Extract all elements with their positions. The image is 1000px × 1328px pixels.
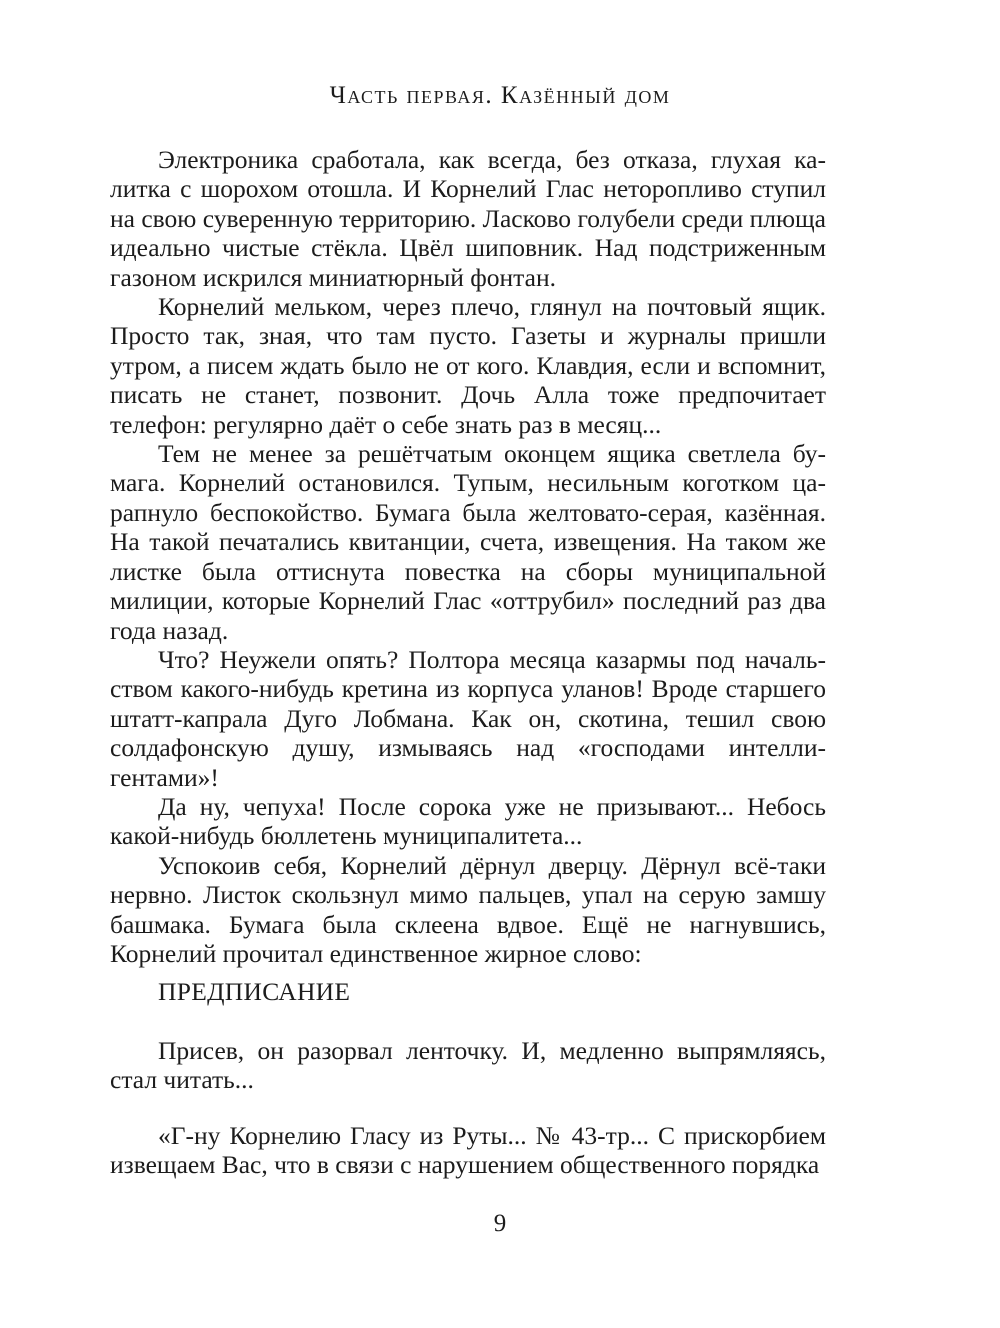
paragraph: Что? Неужели опять? Полтора месяца казармы под начальством какого-нибудь кретина из корпуса уланов! Вроде старшего штатт-капрала Дуго Лобмана. Как он, скотина, тешил свою солдафонскую душу, измываясь над «господами интеллигентами»!	[110, 644, 826, 792]
document-heading-block	[110, 977, 826, 1006]
paragraph: Электроника сработала, как всегда, без отказа, глухая калитка с шорохом отошла. И Корнелий Глас неторопливо ступил на свою суверенную территорию. Ласково голубели среди плюща идеально чистые стёкла. Цвёл шиповник. Над подстриженным газоном искрился миниатюрный фонтан.	[110, 145, 826, 292]
document-heading: ПРЕДПИСАНИЕ	[158, 977, 351, 1006]
letter-block	[110, 1121, 826, 1180]
body-text	[110, 145, 826, 968]
paragraph: Тем не менее за решётчатым оконцем ящика светлела бумага. Корнелий остановился. Тупым, несильным коготком царапнуло беспокойство. Бумага была желтовато-серая, казённая. На такой печатались квитанции, счета, извещения. На таком же листке была оттиснута повестка на сборы муниципальной милиции, которые Корнелий Глас «оттрубил» последний раз два года назад.	[110, 439, 826, 645]
running-header: Часть первая. Казённый дом	[329, 82, 671, 109]
paragraph: Да ну, чепуха! После сорока уже не призывают... Небось какой-нибудь бюллетень муниципалитета...	[110, 791, 826, 851]
after-heading-block	[110, 1036, 826, 1095]
letter-paragraph: «Г-ну Корнелию Гласу из Руты... № 43-тр... С прискорбием извещаем Вас, что в связи с нарушением общественного порядка	[110, 1121, 826, 1180]
paragraph: Присев, он разорвал ленточку. И, медленно выпрямляясь, стал читать...	[110, 1036, 826, 1095]
page-number: 9	[493, 1210, 507, 1237]
paragraph: Корнелий мельком, через плечо, глянул на почтовый ящик. Просто так, зная, что там пусто. Газеты и журналы пришли утром, а писем ждать было не от кого. Клавдия, если и вспомнит, писать не станет, позвонит. Дочь Алла тоже предпочитает телефон: регулярно даёт о себе знать раз в месяц...	[110, 292, 826, 439]
paragraph: Успокоив себя, Корнелий дёрнул дверцу. Дёрнул всё-таки нервно. Листок скользнул мимо пальцев, упал на серую замшу башмака. Бумага была склеена вдвое. Ещё не нагнувшись, Корнелий прочитал единственное жирное слово:	[110, 850, 826, 968]
